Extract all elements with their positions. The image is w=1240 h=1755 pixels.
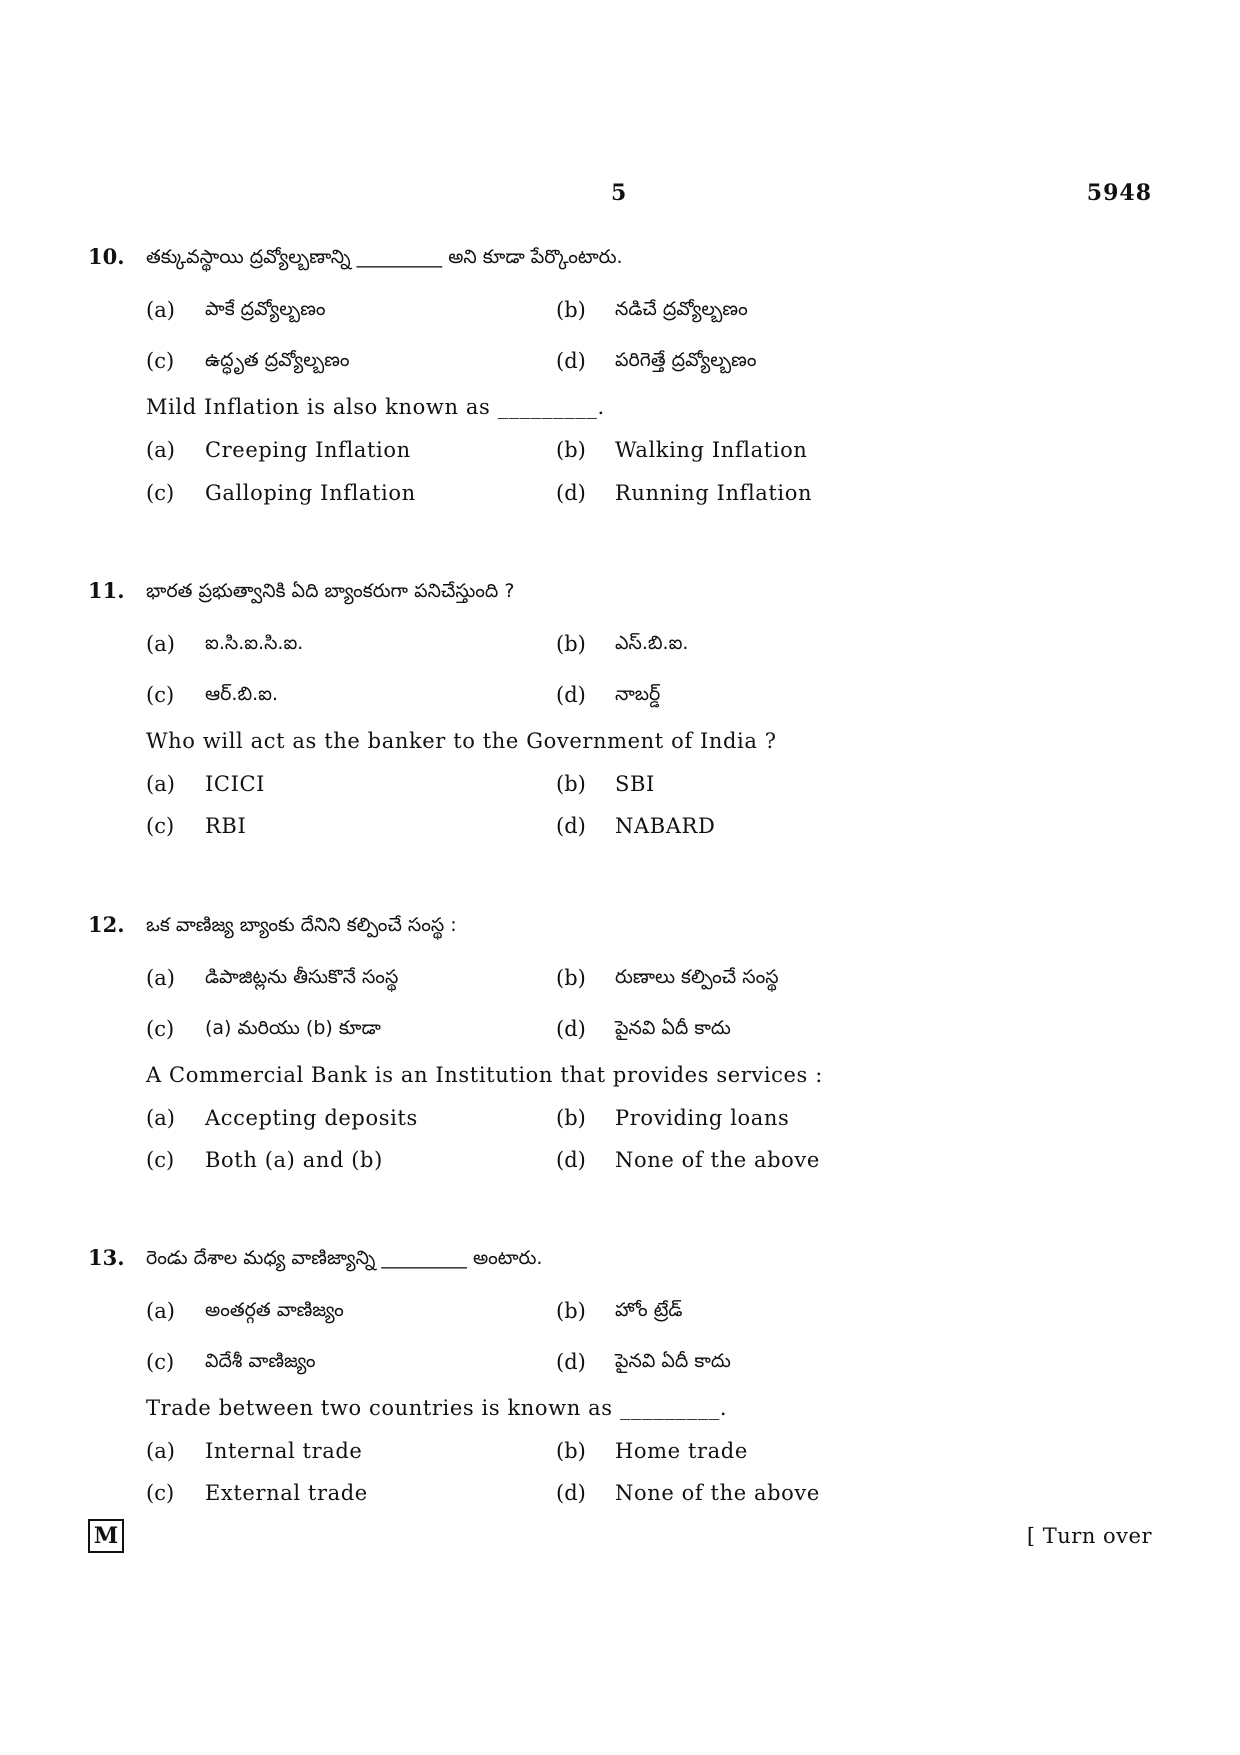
option-label: (d)	[556, 1350, 586, 1374]
option-label: (c)	[146, 349, 175, 373]
question-stem-english: Mild Inflation is also known as _________.	[146, 395, 605, 419]
option-label: (c)	[146, 1481, 175, 1505]
option-label: (c)	[146, 1350, 175, 1374]
option-label: (b)	[556, 966, 586, 990]
option-text-telugu: రుణాలు కల్పించే సంస్థ	[615, 966, 779, 988]
option-label: (b)	[556, 1106, 586, 1130]
option-label: (b)	[556, 1439, 586, 1463]
option-text-telugu: హోం ట్రేడ్	[615, 1299, 683, 1321]
question-stem-telugu: భారత ప్రభుత్వానికి ఏది బ్యాంకరుగా పనిచేస్తుంది ?	[146, 580, 515, 602]
question-number: 13.	[88, 1245, 125, 1270]
option-label: (a)	[146, 438, 175, 462]
option-label: (b)	[556, 772, 586, 796]
option-text-english: Internal trade	[205, 1439, 363, 1463]
option-text-english: Galloping Inflation	[205, 481, 416, 505]
medium-mark-box: M	[88, 1519, 124, 1553]
option-text-english: Providing loans	[615, 1106, 790, 1130]
option-text-telugu: విదేశీ వాణిజ్యం	[205, 1350, 316, 1372]
option-label: (a)	[146, 632, 175, 656]
option-label: (c)	[146, 481, 175, 505]
option-text-telugu: పైనవి ఏదీ కాదు	[615, 1350, 731, 1372]
option-text-english: NABARD	[615, 814, 716, 838]
option-text-telugu: నాబర్డ్	[615, 683, 661, 705]
option-text-english: None of the above	[615, 1481, 820, 1505]
option-label: (d)	[556, 1481, 586, 1505]
page-number: 5	[611, 180, 627, 206]
option-text-english: Both (a) and (b)	[205, 1148, 383, 1172]
option-text-english: Running Inflation	[615, 481, 813, 505]
option-label: (d)	[556, 1017, 586, 1041]
option-label: (d)	[556, 481, 586, 505]
option-label: (a)	[146, 1439, 175, 1463]
option-label: (c)	[146, 814, 175, 838]
option-text-english: RBI	[205, 814, 247, 838]
option-text-telugu: ఎస్.బి.ఐ.	[615, 632, 689, 654]
option-text-english: SBI	[615, 772, 655, 796]
question-number: 12.	[88, 912, 125, 937]
option-text-telugu: డిపాజిట్లను తీసుకొనే సంస్థ	[205, 966, 399, 988]
option-text-english: External trade	[205, 1481, 368, 1505]
option-label: (d)	[556, 814, 586, 838]
option-label: (b)	[556, 1299, 586, 1323]
option-label: (d)	[556, 349, 586, 373]
paper-code: 5948	[1086, 180, 1152, 206]
option-text-english: Home trade	[615, 1439, 748, 1463]
option-text-english: Accepting deposits	[205, 1106, 418, 1130]
option-label: (a)	[146, 298, 175, 322]
option-text-telugu: ఉద్ధృత ద్రవ్యోల్బణం	[205, 349, 350, 371]
option-text-telugu: నడిచే ద్రవ్యోల్బణం	[615, 298, 748, 320]
turn-over-note: [ Turn over	[1026, 1524, 1152, 1548]
question-number: 10.	[88, 244, 125, 269]
option-text-english: Creeping Inflation	[205, 438, 411, 462]
question-stem-english: Who will act as the banker to the Government of India ?	[146, 729, 777, 753]
option-text-telugu: పరిగెత్తే ద్రవ్యోల్బణం	[615, 349, 757, 371]
option-label: (a)	[146, 1299, 175, 1323]
option-label: (b)	[556, 438, 586, 462]
option-label: (b)	[556, 298, 586, 322]
option-text-english: ICICI	[205, 772, 266, 796]
option-label: (d)	[556, 1148, 586, 1172]
option-text-telugu: పైనవి ఏదీ కాదు	[615, 1017, 731, 1039]
option-label: (d)	[556, 683, 586, 707]
option-text-telugu: ఐ.సి.ఐ.సి.ఐ.	[205, 632, 304, 654]
option-label: (c)	[146, 1017, 175, 1041]
option-label: (b)	[556, 632, 586, 656]
option-label: (a)	[146, 966, 175, 990]
option-label: (c)	[146, 683, 175, 707]
option-label: (c)	[146, 1148, 175, 1172]
option-text-telugu: (a) మరియు (b) కూడా	[205, 1017, 381, 1039]
option-text-telugu: అంతర్గత వాణిజ్యం	[205, 1299, 344, 1321]
option-label: (a)	[146, 772, 175, 796]
question-stem-telugu: రెండు దేశాల మధ్య వాణిజ్యాన్ని _________ అంటారు.	[146, 1247, 543, 1269]
question-stem-english: A Commercial Bank is an Institution that provides services :	[146, 1063, 823, 1087]
question-stem-telugu: ఒక వాణిజ్య బ్యాంకు దేనిని కల్పించే సంస్థ :	[146, 914, 457, 936]
question-number: 11.	[88, 578, 125, 603]
option-text-english: None of the above	[615, 1148, 820, 1172]
question-stem-english: Trade between two countries is known as _________.	[146, 1396, 728, 1420]
option-text-telugu: పాకే ద్రవ్యోల్బణం	[205, 298, 326, 320]
option-text-english: Walking Inflation	[615, 438, 808, 462]
option-label: (a)	[146, 1106, 175, 1130]
question-stem-telugu: తక్కువస్థాయి ద్రవ్యోల్బణాన్ని _________ అని కూడా పేర్కొంటారు.	[146, 246, 623, 268]
option-text-telugu: ఆర్.బి.ఐ.	[205, 683, 279, 705]
